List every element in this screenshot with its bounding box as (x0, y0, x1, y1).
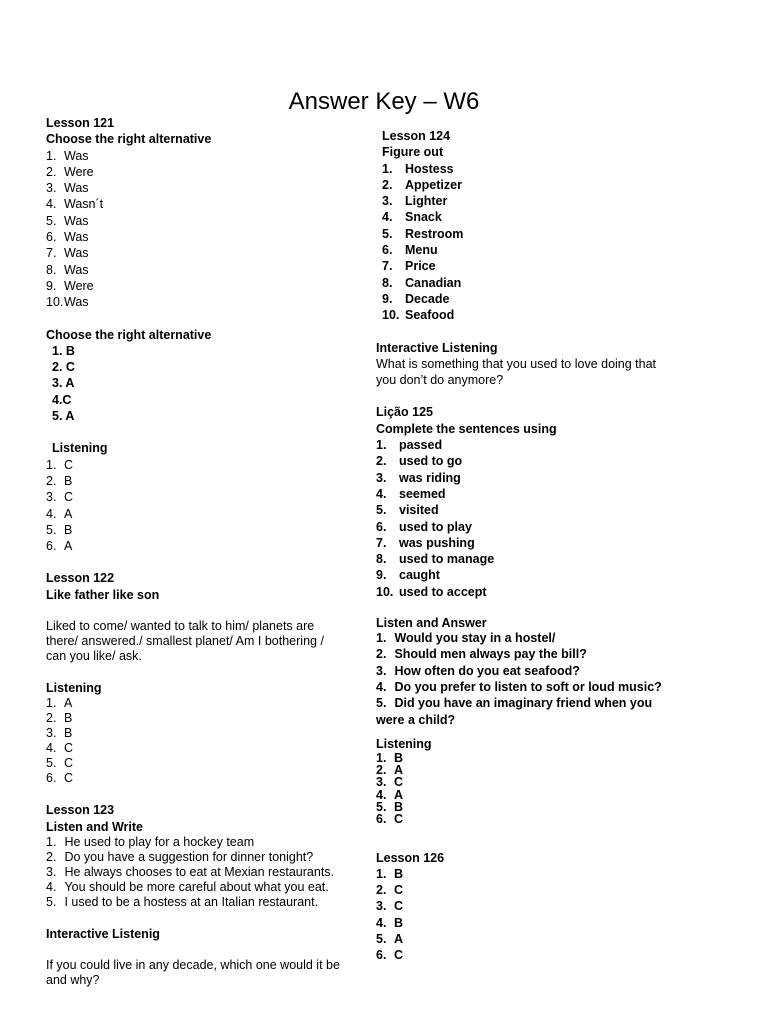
list-item-number: 6. (376, 519, 387, 534)
list-item-text: passed (399, 438, 443, 453)
choose-alternative-list (46, 343, 346, 424)
list-item (376, 764, 676, 776)
listening-section-2 (46, 680, 346, 786)
lesson-124-section (376, 128, 676, 324)
list-item-number: 10. (382, 308, 400, 323)
list-item-number: 7. (46, 246, 57, 261)
lesson-125-subheading: Complete the sentences using (376, 421, 557, 436)
list-item-text: Canadian (405, 275, 462, 290)
list-item (46, 506, 346, 522)
list-item (46, 850, 346, 865)
list-item-text: Do you prefer to listen to soft or loud music? (394, 679, 662, 694)
list-item-text: seemed (399, 486, 446, 501)
list-item-text: used to go (399, 454, 463, 469)
listening-heading-2: Listening (46, 681, 102, 696)
lesson-122-heading: Lesson 122 (46, 571, 115, 586)
listen-and-answer-section (376, 616, 676, 728)
list-item-number: 1. (376, 438, 387, 453)
list-item (382, 291, 676, 307)
list-item (382, 307, 676, 323)
list-item-number: 3. (376, 899, 387, 914)
list-item-text: B (394, 866, 404, 881)
listening-list-1 (46, 457, 346, 555)
list-item (382, 258, 676, 274)
list-item (376, 789, 676, 801)
list-item-text: Were (64, 278, 94, 293)
list-item-number: 1. (46, 696, 57, 711)
list-item-text: A (394, 763, 404, 778)
list-item-number: 2. (46, 849, 57, 864)
list-item (376, 947, 676, 963)
list-item-number: 5. (46, 522, 57, 537)
list-item (376, 470, 676, 486)
list-item-number: 7. (376, 535, 387, 550)
list-item-number: 5. (46, 756, 57, 771)
list-item (382, 209, 676, 225)
list-item (46, 213, 346, 229)
interactive-listening-heading-left: Interactive Listenig (46, 926, 160, 941)
list-item-text: B (64, 522, 73, 537)
list-item (46, 164, 346, 180)
lesson-126-list (376, 866, 676, 964)
list-item (382, 275, 676, 291)
list-item (376, 551, 676, 567)
list-item-number: 5. (46, 213, 57, 228)
list-item-text: used to play (399, 519, 472, 534)
list-item (46, 865, 346, 880)
list-item (376, 776, 676, 788)
list-item-text: Was (64, 246, 89, 261)
list-item-number: 3. (46, 864, 57, 879)
list-item-text: B (394, 799, 404, 814)
list-item (376, 915, 676, 931)
list-item-number: 1. (46, 457, 57, 472)
list-item-number: 3. (46, 181, 57, 196)
list-item-number: 5. (376, 503, 387, 518)
list-item: 2. C (52, 360, 75, 375)
list-item-text: Price (405, 259, 436, 274)
list-item-number: 5. (376, 799, 387, 814)
list-item-number: 6. (46, 771, 57, 786)
list-item-text: Decade (405, 291, 450, 306)
list-item (46, 835, 346, 850)
lesson-121-section (46, 115, 346, 311)
list-item-number: 6. (376, 812, 387, 827)
lesson-121-list (46, 148, 346, 311)
list-item-text: Seafood (405, 308, 455, 323)
list-item-text: A (394, 932, 404, 947)
list-item (376, 584, 676, 600)
list-item-number: 6. (46, 230, 57, 245)
list-item (46, 522, 346, 538)
list-item (376, 486, 676, 502)
listening-list-right (376, 752, 676, 826)
list-item (382, 226, 676, 242)
list-item-number: 2. (46, 473, 57, 488)
list-item-text: C (64, 490, 74, 505)
lesson-125-heading: Lição 125 (376, 405, 433, 420)
list-item-text: C (64, 771, 74, 786)
list-item-text: Did you have an imaginary friend when you were a child? (376, 696, 653, 727)
list-item (376, 801, 676, 813)
list-item-number: 10. (376, 584, 394, 599)
list-item-text: B (394, 915, 404, 930)
list-item (376, 695, 676, 728)
list-item (376, 866, 676, 882)
lesson-125-section (376, 404, 676, 600)
listening-heading-right: Listening (376, 736, 432, 751)
list-item-text: You should be more careful about what you eat. (64, 879, 329, 894)
list-item-text: C (64, 741, 74, 756)
list-item-text: He always chooses to eat at Mexian restaurants. (64, 864, 335, 879)
list-item (376, 882, 676, 898)
list-item-text: B (394, 750, 404, 765)
list-item: 3. A (52, 376, 75, 391)
list-item (46, 196, 346, 212)
list-item (46, 229, 346, 245)
lesson-123-subheading: Listen and Write (46, 819, 144, 834)
list-item-text: C (394, 883, 404, 898)
list-item-text: A (64, 696, 73, 711)
list-item-number: 10. (46, 295, 64, 310)
list-item-text: B (64, 726, 73, 741)
list-item-number: 4. (376, 915, 387, 930)
list-item-text: Hostess (405, 161, 454, 176)
list-item (376, 898, 676, 914)
list-item-number: 6. (376, 948, 387, 963)
lesson-122-paragraph: Liked to come/ wanted to talk to him/ planets are there/ answered./ smallest planet/ Am I bothering / can you like/ ask. (46, 619, 324, 664)
listening-section-1 (46, 440, 346, 554)
list-item-text: He used to play for a hockey team (64, 834, 255, 849)
lesson-123-list (46, 835, 346, 910)
list-item (46, 473, 346, 489)
list-item-number: 1. (382, 161, 393, 176)
list-item-number: 1. (46, 834, 57, 849)
interactive-listening-heading-right: Interactive Listening (376, 340, 498, 355)
list-item-text: Wasn´t (64, 197, 104, 212)
list-item-text: Should men always pay the bill? (394, 647, 587, 662)
listening-heading-1: Listening (52, 441, 108, 456)
list-item (46, 457, 346, 473)
list-item: 5. A (52, 409, 75, 424)
list-item (376, 630, 676, 646)
list-item-number: 4. (46, 879, 57, 894)
lesson-125-list (376, 437, 676, 600)
listening-list-2 (46, 696, 346, 786)
listening-section-right (376, 736, 676, 826)
list-item-number: 3. (376, 775, 387, 790)
list-item-text: C (64, 457, 74, 472)
list-item-number: 9. (376, 568, 387, 583)
list-item-text: A (64, 539, 73, 554)
list-item-text: C (394, 775, 404, 790)
list-item-number: 5. (376, 696, 387, 711)
list-item-number: 8. (46, 262, 57, 277)
list-item-text: A (64, 506, 73, 521)
list-item-number: 5. (46, 894, 57, 909)
list-item (46, 880, 346, 895)
list-item (46, 741, 346, 756)
list-item (46, 278, 346, 294)
list-item-text: Was (64, 295, 89, 310)
list-item-number: 4. (376, 787, 387, 802)
list-item-number: 4. (46, 741, 57, 756)
list-item-number: 2. (376, 454, 387, 469)
list-item (46, 756, 346, 771)
list-item (46, 895, 346, 910)
list-item (46, 726, 346, 741)
lesson-124-subheading: Figure out (382, 145, 444, 160)
list-item-number: 5. (376, 932, 387, 947)
lesson-126-section (376, 850, 676, 964)
list-item-number: 2. (376, 763, 387, 778)
lesson-121-heading: Lesson 121 (46, 116, 115, 130)
list-item-number: 2. (46, 164, 57, 179)
lesson-126-heading: Lesson 126 (376, 850, 445, 865)
choose-alternative-section (46, 327, 346, 425)
list-item (376, 535, 676, 551)
list-item-text: Snack (405, 210, 442, 225)
list-item (376, 453, 676, 469)
lesson-122-section (46, 570, 346, 664)
list-item-text: C (394, 948, 404, 963)
interactive-listening-section-left (46, 926, 346, 988)
list-item-text: Menu (405, 243, 438, 258)
list-item-text: B (64, 473, 73, 488)
list-item (382, 177, 676, 193)
list-item (376, 752, 676, 764)
list-item (46, 696, 346, 711)
list-item-number: 7. (382, 259, 393, 274)
list-item-text: used to accept (399, 584, 487, 599)
list-item (376, 567, 676, 583)
left-column (46, 115, 346, 988)
list-item-text: was pushing (399, 535, 475, 550)
list-item-text: Were (64, 164, 94, 179)
list-item-number: 4. (46, 506, 57, 521)
list-item (376, 679, 676, 695)
list-item (46, 294, 346, 310)
interactive-listening-section-right (376, 340, 676, 389)
list-item-number: 1. (376, 631, 387, 646)
list-item-number: 2. (376, 883, 387, 898)
list-item-text: was riding (399, 470, 461, 485)
list-item-number: 3. (376, 470, 387, 485)
lesson-122-subheading: Like father like son (46, 587, 160, 602)
list-item-text: Restroom (405, 226, 464, 241)
list-item-number: 2. (382, 177, 393, 192)
list-item (376, 502, 676, 518)
list-item (46, 538, 346, 554)
lesson-123-section (46, 802, 346, 910)
list-item-text: caught (399, 568, 440, 583)
list-item-text: Appetizer (405, 177, 462, 192)
list-item-number: 2. (46, 711, 57, 726)
list-item-text: Was (64, 148, 89, 163)
interactive-listening-question-left: If you could live in any decade, which one would it be and why? (46, 958, 340, 988)
interactive-listening-question-right: What is something that you used to love doing that you don’t do anymore? (376, 356, 657, 388)
list-item-number: 1. (376, 750, 387, 765)
list-item-number: 1. (46, 148, 57, 163)
list-item-number: 2. (376, 647, 387, 662)
list-item (382, 242, 676, 258)
list-item (46, 262, 346, 278)
list-item-number: 6. (46, 539, 57, 554)
list-item (382, 161, 676, 177)
list-item-text: C (394, 899, 404, 914)
list-item-number: 3. (46, 726, 57, 741)
list-item-number: 3. (376, 663, 387, 678)
list-item-number: 9. (382, 291, 393, 306)
list-item: 1. B (52, 343, 75, 358)
lesson-124-list (376, 161, 676, 324)
list-item-number: 4. (376, 486, 387, 501)
list-item (46, 711, 346, 726)
list-item-number: 5. (382, 226, 393, 241)
list-item-text: A (394, 787, 404, 802)
list-item-text: Do you have a suggestion for dinner tonight? (64, 849, 314, 864)
list-item-text: B (64, 711, 73, 726)
list-item (46, 180, 346, 196)
list-item (376, 931, 676, 947)
lesson-123-heading: Lesson 123 (46, 803, 115, 818)
list-item-number: 4. (46, 197, 57, 212)
list-item-text: How often do you eat seafood? (394, 663, 580, 678)
list-item-number: 8. (382, 275, 393, 290)
list-item-text: Lighter (405, 194, 448, 209)
list-item-number: 3. (46, 490, 57, 505)
list-item (382, 193, 676, 209)
list-item-number: 9. (46, 278, 57, 293)
list-item-text: I used to be a hostess at an Italian restaurant. (64, 894, 319, 909)
right-column (376, 128, 676, 964)
listen-and-answer-list (376, 630, 676, 728)
list-item (376, 813, 676, 825)
listen-and-answer-heading: Listen and Answer (376, 616, 487, 631)
list-item (46, 245, 346, 261)
list-item (376, 437, 676, 453)
lesson-124-heading: Lesson 124 (382, 129, 451, 143)
choose-alternative-heading: Choose the right alternative (46, 327, 212, 342)
list-item (46, 148, 346, 164)
list-item (46, 489, 346, 505)
list-item (46, 771, 346, 786)
list-item (376, 663, 676, 679)
list-item-text: visited (399, 503, 439, 518)
list-item-text: Was (64, 213, 89, 228)
list-item-number: 4. (376, 679, 387, 694)
list-item-text: Was (64, 181, 89, 196)
list-item-text: Would you stay in a hostel/ (394, 631, 556, 646)
list-item-number: 3. (382, 194, 393, 209)
lesson-121-subheading: Choose the right alternative (46, 132, 212, 147)
list-item-text: C (394, 812, 404, 827)
list-item-text: C (64, 756, 74, 771)
list-item-number: 1. (376, 866, 387, 881)
list-item (376, 646, 676, 662)
list-item (376, 519, 676, 535)
list-item-number: 8. (376, 552, 387, 567)
list-item: 4.C (52, 392, 72, 407)
list-item-text: Was (64, 230, 89, 245)
list-item-text: Was (64, 262, 89, 277)
list-item-text: used to manage (399, 552, 495, 567)
list-item-number: 6. (382, 243, 393, 258)
list-item-number: 4. (382, 210, 393, 225)
page-title: Answer Key – W6 (288, 88, 480, 115)
